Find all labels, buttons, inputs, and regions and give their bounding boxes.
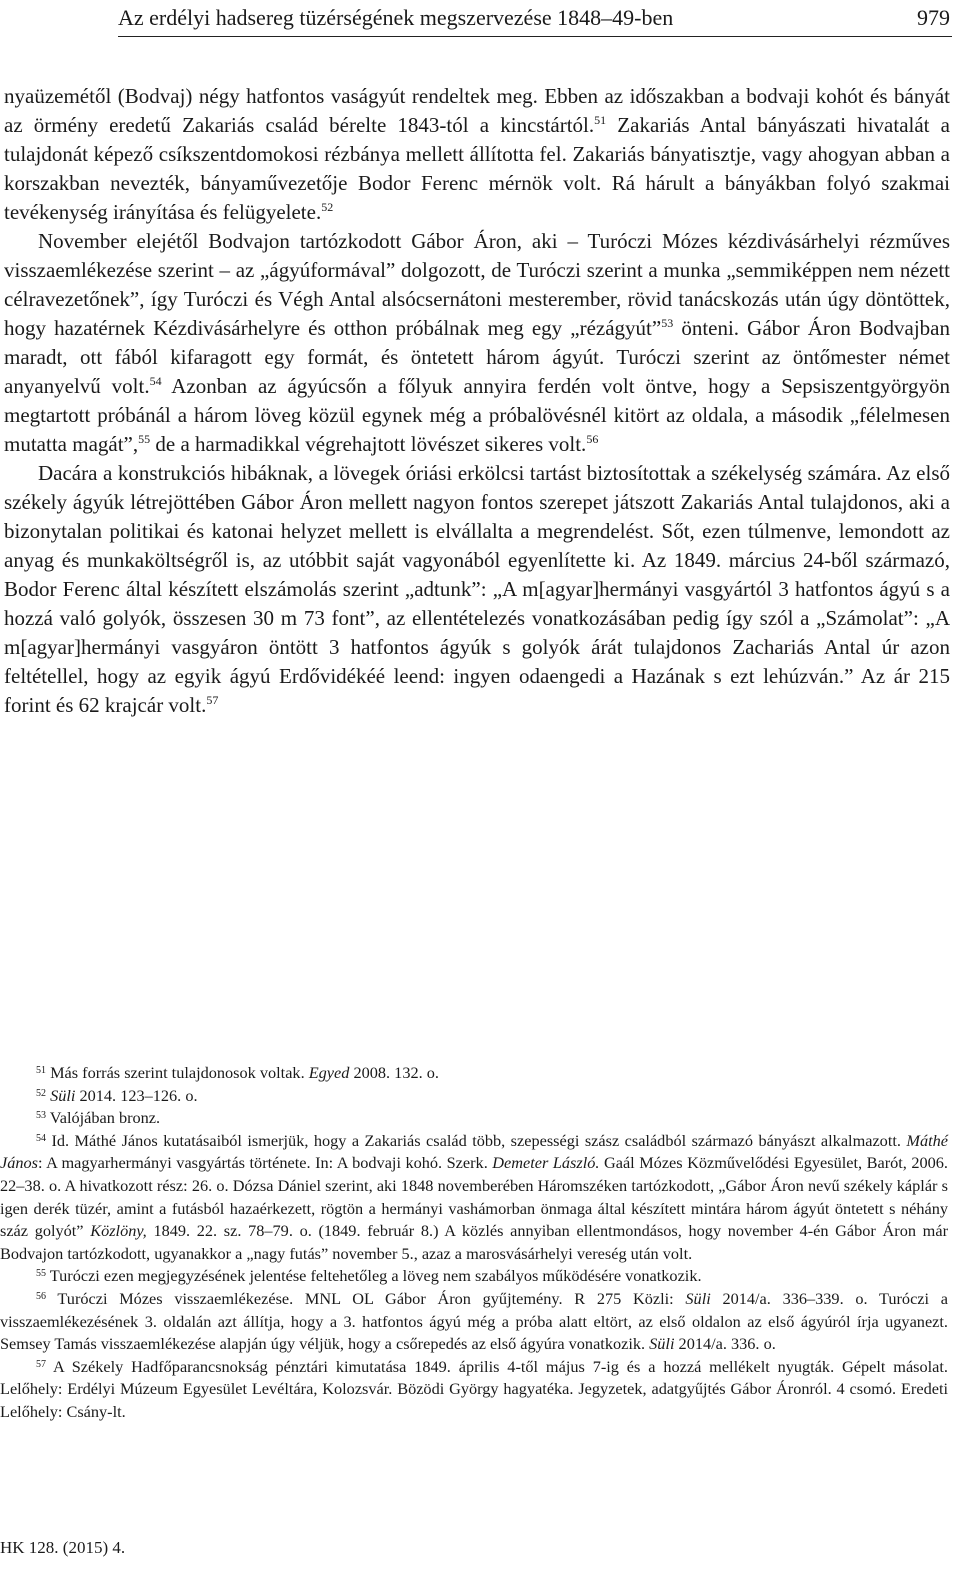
footnote-ref[interactable]: 54	[149, 374, 162, 388]
footnote-number: 54	[36, 1132, 46, 1144]
footnotes	[0, 1062, 948, 1424]
text-run: Dacára a konstrukciós hibáknak, a lövegek óriási erkölcsi tartást biztosítottak a székelység számára. Az első székely ágyúk létrejöttében Gábor Áron mellett nagyon fontos szerepet játszott Zakariás Antal tulajdonos, aki a bizonytalan politikai és katonai helyzet mellett is elvállalta a megrendelést. Sőt, ezen túlmenve, lemondott az anyag és munkaköltségről is, az utóbbit saját vagyonából egyenlítette ki. Az 1849. március 24-ből származó, Bodor Ferenc által készített elszámolás szerint „adtunk”: „A m[agyar]hermányi vasgyártól 3 hatfontos ágyú s a hozzá való golyók, összesen 30 m 73 font”, az ellentételezés vonatkozásában pedig így szól a „Számolat”: „A m[agyar]hermányi vasgyáron öntött 3 hatfontos ágyúk s golyók árát tulajdonos Zachariás Antal úr azon feltétellel, hogy az egyik ágyú Erdővidékéé leend: ingyen odaengedi a Hazának s ezt lehúzván.” Az ár 215 forint és 62 krajcár volt.	[4, 461, 950, 717]
text-run: Gaál Mózes Közművelődési Egyesület, Barót, 2006. 22–38. o. A hivatkozott rész: 26. o. Dózsa Dániel szerint, aki 1848 novemberében Háromszéken tartózkodott, „Gábor Áron nevű székely káplár s igen derék tüzér, amint a futásból hazaérkezett, rögtön a hermányi vashámorban önmaga által készített mintára három ágyút öntetett s néhány száz golyót”	[0, 1153, 948, 1241]
running-header	[118, 0, 952, 37]
footnote	[0, 1265, 948, 1288]
body-paragraph	[4, 459, 950, 720]
footnote	[0, 1062, 948, 1085]
text-run: Id. Máthé János kutatásaiból ismerjük, hogy a Zakariás család több, szepességi szász családból származó bányászt alkalmazott.	[46, 1130, 907, 1150]
footnote-ref[interactable]: 52	[321, 200, 334, 214]
text-run: Turóczi ezen megjegyzésének jelentése feltehetőleg a löveg nem szabályos működésére vonatkozik.	[46, 1266, 702, 1286]
footnote-number: 53	[36, 1110, 46, 1122]
main-text	[4, 82, 950, 720]
text-run: Azonban az ágyúcsőn a főlyuk annyira ferdén volt öntve, hogy a Sepsiszentgyörgyön megtartott próbánál a három löveg közül egynek még a próbalövésnél kitört az oldala, a második „félelmesen mutatta magát”,	[4, 374, 951, 456]
text-run: Zakariás Antal bányászati hivatalát a tulajdonát képező csíkszentdomokosi rézbánya mellett állította fel. Zakariás bányatisztje, vagy ahogyan abban a korszakban nevezték, bányaművezetője Bodor Ferenc mérnök volt. Rá hárult a bányákban folyó szakmai tevékenység irányítása és felügyelete.	[4, 113, 950, 224]
text-run: 2008. 132. o.	[349, 1063, 439, 1082]
footnote-number: 52	[36, 1087, 46, 1099]
text-run: 2014. 123–126. o.	[75, 1085, 198, 1105]
footnote-number: 56	[36, 1290, 46, 1302]
text-run: Valójában bronz.	[46, 1108, 161, 1128]
italic-text: Süli	[50, 1085, 76, 1105]
text-run: 2014/a. 336. o.	[674, 1334, 776, 1354]
body-paragraph	[4, 82, 950, 227]
footnote-number: 55	[36, 1268, 46, 1280]
text-run: : A magyarhermányi vasgyártás története. In: A bodvaji kohó. Szerk.	[37, 1153, 493, 1173]
footnote-ref[interactable]: 57	[206, 693, 219, 707]
italic-text: Süli	[649, 1334, 675, 1354]
italic-text: Máthé János	[0, 1130, 948, 1173]
journal-footer: HK 128. (2015) 4.	[0, 1538, 126, 1557]
italic-text: Egyed	[308, 1063, 350, 1082]
footnote	[0, 1356, 948, 1424]
italic-text: Süli	[685, 1288, 711, 1308]
body-paragraph	[4, 227, 950, 459]
text-run: 2014/a. 336–339. o. Turóczi a visszaemlékezésének 3. oldalán azt állítja, hogy a 3. hatfontos ágyú még a próba alatt eltört, az első oldalon az első ágyúról írja ugyanezt. Semsey Tamás visszaemlékezése alapján úgy véljük, hogy a csőrepedés az első ágyúra vonatkozik.	[0, 1288, 948, 1354]
running-title: Az erdélyi hadsereg tüzérségének megszervezése 1848–49-ben	[118, 5, 674, 30]
footnote-number: 51	[36, 1065, 46, 1076]
text-run: 1849. 22. sz. 78–79. o. (1849. február 8.) A közlés annyiban ellentmondásos, hogy november 4-én Gábor Áron már Bodvajon tartózkodott, ugyanakkor a „nagy futás” november 5., azaz a marosvásárhelyi vereség után volt.	[0, 1221, 948, 1263]
text-run: nyaüzemétől (Bodvaj) négy hatfontos vaságyút rendeltek meg. Ebben az időszakban a bodvaji kohót és bányát az örmény eredetű Zakariás család bérelte 1843-tól a kincstártól.	[4, 84, 950, 137]
text-run: Turóczi Mózes visszaemlékezése. MNL OL Gábor Áron gyűjtemény. R 275 Közli:	[46, 1288, 686, 1308]
footnote-ref[interactable]: 56	[586, 432, 599, 446]
footnote	[0, 1130, 948, 1266]
footnote-number: 57	[36, 1358, 46, 1370]
footnote	[0, 1288, 948, 1356]
footnote-ref[interactable]: 51	[594, 113, 607, 127]
italic-text: Közlöny,	[90, 1221, 147, 1241]
italic-text: Demeter László.	[492, 1153, 600, 1173]
page-number: 979	[917, 5, 950, 30]
footnote-ref[interactable]: 55	[138, 432, 151, 446]
text-run: de a harmadikkal végrehajtott lövészet sikeres volt.	[150, 432, 587, 456]
text-run: A Székely Hadfőparancsnokság pénztári kimutatása 1849. április 4-től május 7-ig és a hozzá mellékelt nyugták. Gépelt másolat. Lelőhely: Erdélyi Múzeum Egyesület Levéltára, Kolozsvár. Bözödi György hagyatéka. Jegyzetek, adatgyűjtés Gábor Áronról. 4 csomó. Eredeti Lelőhely: Csány-lt.	[0, 1356, 948, 1421]
footnote-ref[interactable]: 53	[661, 316, 674, 330]
text-run: önteni. Gábor Áron Bodvajban maradt, ott fából kifaragott egy formát, és öntetett három ágyút. Turóczi szerint az öntőmester német anyanyelvű volt.	[4, 316, 950, 398]
text-run: November elejétől Bodvajon tartózkodott Gábor Áron, aki – Turóczi Mózes kézdivásárhelyi rézműves visszaemlékezése szerint – az „ágyúformával” dolgozott, de Turóczi szerint a munka „semmiképpen nem nézett célravezetőnek”, így Turóczi és Végh Antal alsócsernátoni mesterember, rövid tanácskozás után úgy döntöttek, hogy hazatérnek Kézdivásárhelyre és otthon próbálnak meg egy „rézágyút”	[4, 229, 950, 340]
footnote	[0, 1107, 948, 1130]
footnote	[0, 1085, 948, 1108]
text-run: Más forrás szerint tulajdonosok voltak.	[46, 1063, 309, 1082]
